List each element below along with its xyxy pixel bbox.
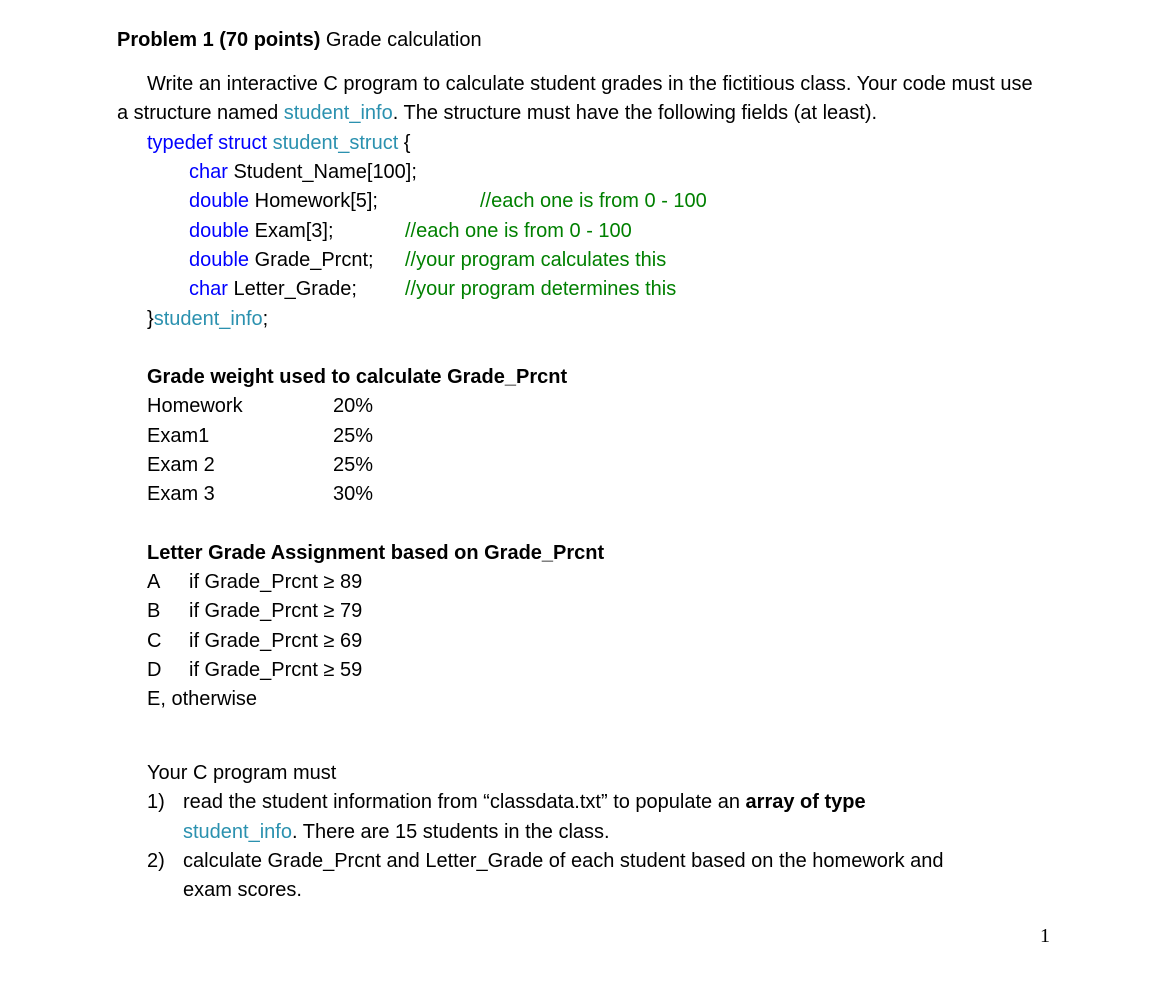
problem-title-bold: Problem 1 (70 points)	[117, 29, 321, 51]
code-close-line: }student_info;	[147, 308, 269, 330]
code-comment-grade-prcnt: //your program calculates this	[405, 249, 667, 271]
intro-line-2: a structure named student_info. The structure must have the following fields (at least).	[117, 102, 878, 124]
letter-rule: if Grade_Prcnt ≥ 89	[189, 571, 363, 593]
code-comment-exam: //each one is from 0 - 100	[405, 220, 632, 242]
weight-value: 30%	[333, 483, 374, 505]
weight-value: 25%	[333, 425, 374, 447]
weight-label: Exam 2	[147, 454, 215, 476]
requirement-2-line-1: calculate Grade_Prcnt and Letter_Grade of each student based on the homework and	[183, 850, 944, 872]
code-comment-homework: //each one is from 0 - 100	[480, 190, 707, 212]
requirement-number: 1)	[147, 791, 165, 813]
weight-value: 25%	[333, 454, 374, 476]
requirement-2-line-2: exam scores.	[183, 879, 302, 901]
problem-title-rest: Grade calculation	[320, 29, 482, 51]
weight-value: 20%	[333, 395, 374, 417]
code-field-student-name: char Student_Name[100];	[189, 161, 417, 183]
intro-line-1: Write an interactive C program to calculate student grades in the fictitious class. Your code must use	[147, 73, 1033, 95]
code-field-homework: double Homework[5];	[189, 190, 378, 212]
letter-grade: D	[147, 659, 162, 681]
struct-name-ref: student_info	[283, 102, 393, 124]
code-field-letter-grade: char Letter_Grade;	[189, 278, 357, 300]
code-field-exam: double Exam[3];	[189, 220, 334, 242]
letter-rule: if Grade_Prcnt ≥ 59	[189, 659, 363, 681]
letters-heading: Letter Grade Assignment based on Grade_Prcnt	[147, 542, 605, 564]
weight-label: Homework	[147, 395, 243, 417]
code-typedef-line: typedef struct student_struct {	[147, 132, 411, 154]
page-number: 1	[1040, 925, 1050, 947]
weight-label: Exam1	[147, 425, 210, 447]
code-comment-letter-grade: //your program determines this	[405, 278, 677, 300]
letter-grade: B	[147, 600, 161, 622]
requirement-1-line-2: student_info. There are 15 students in the class.	[183, 821, 610, 843]
code-field-grade-prcnt: double Grade_Prcnt;	[189, 249, 374, 271]
letter-rule: if Grade_Prcnt ≥ 79	[189, 600, 363, 622]
requirement-1-line-1: read the student information from “classdata.txt” to populate an array of type	[183, 791, 866, 813]
weight-label: Exam 3	[147, 483, 215, 505]
requirements-intro: Your C program must	[147, 762, 337, 784]
letter-otherwise: E, otherwise	[147, 688, 258, 710]
letter-grade: C	[147, 630, 162, 652]
requirement-number: 2)	[147, 850, 165, 872]
weights-heading: Grade weight used to calculate Grade_Prcnt	[147, 366, 568, 388]
letter-grade: A	[147, 571, 161, 593]
problem-title	[117, 26, 482, 55]
letter-rule: if Grade_Prcnt ≥ 69	[189, 630, 363, 652]
